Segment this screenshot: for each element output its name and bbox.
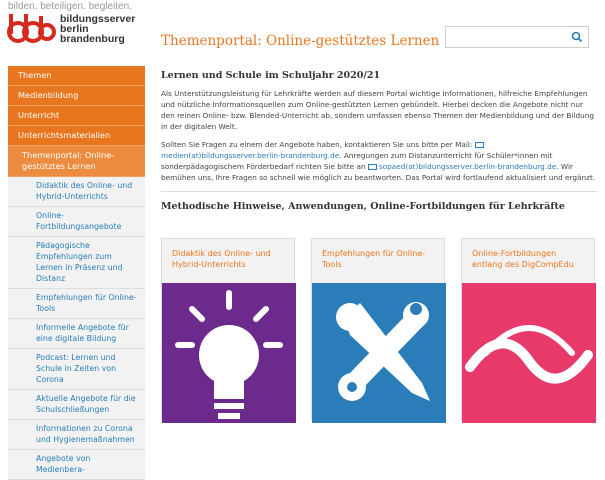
search-input[interactable] <box>445 26 589 48</box>
logo[interactable] <box>8 14 135 48</box>
logo-mark-icon <box>8 14 56 46</box>
sidebar-item-themen[interactable]: Themen <box>8 66 145 86</box>
card-online-tools[interactable] <box>311 238 445 420</box>
sidebar-item-medienbildung[interactable]: Medienbildung <box>8 86 145 106</box>
search-icon[interactable] <box>570 30 584 44</box>
card-grid <box>161 238 601 420</box>
tools-icon <box>312 283 446 423</box>
lightbulb-icon <box>162 283 296 423</box>
sidebar-item-unterricht[interactable]: Unterricht <box>8 106 145 126</box>
sidebar-subitem-podcast[interactable]: Podcast: Lernen und Schule in Zeiten von Corona <box>8 349 145 390</box>
mail-icon <box>368 164 377 170</box>
contact-text-1: Sollten Sie Fragen zu einem der Angebote haben, kontaktieren Sie uns bitte per Mail: <box>161 140 475 149</box>
sidebar-subitem-medienberatung[interactable]: Angebote von Medienbera- <box>8 450 145 480</box>
contact-paragraph <box>161 139 597 183</box>
main-content <box>161 64 597 212</box>
sidebar-subitem-corona[interactable]: Informationen zu Corona und Hygienemaßnahmen <box>8 420 145 450</box>
logo-line-3: brandenburg <box>60 33 125 45</box>
sidebar-item-unterrichtsmaterialien[interactable]: Unterrichtsmaterialien <box>8 126 145 146</box>
sidebar-subitem-didaktik[interactable]: Didaktik des Online- und Hybrid-Unterrichts <box>8 177 145 207</box>
sidebar-subitem-informelle-angebote[interactable]: Informelle Angebote für eine digitale Bildung <box>8 319 145 349</box>
mail-icon <box>475 142 484 148</box>
contact-text-2: . Anregungen zum Distanzunterricht für Schüler*innen mit sonderpädagogischem Förderbedarf richten Sie bitte an <box>161 151 553 171</box>
card-digcompedu[interactable] <box>461 238 595 420</box>
sidebar-item-themenportal[interactable]: Themenportal: Online-gestütztes Lernen <box>8 146 145 177</box>
email-link-sopaed-text: sopaed(at)bildungsserver.berlin-brandenburg.de <box>378 162 557 171</box>
card-didaktik[interactable] <box>161 238 295 420</box>
email-link-medien-text: medien(at)bildungsserver.berlin-brandenburg.de <box>161 151 340 160</box>
sidebar-subitem-empfehlungen-praesenz[interactable]: Pädagogische Empfehlungen zum Lernen in Präsenz und Distanz <box>8 237 145 289</box>
divider <box>161 191 597 192</box>
page-title: Themenportal: Online-gestütztes Lernen <box>161 33 440 49</box>
sidebar-subitem-fortbildung[interactable]: Online-Fortbildungsangebote <box>8 207 145 237</box>
logo-line-1: bildungsserver <box>60 13 136 25</box>
tagline: bilden. beteiligen. begleiten. <box>8 1 132 12</box>
section-heading: Methodische Hinweise, Anwendungen, Online-Fortbildungen für Lehrkräfte <box>161 201 565 212</box>
sidebar <box>8 66 145 480</box>
email-link-sopaed[interactable] <box>368 162 556 171</box>
card-title: Didaktik des Online- und Hybrid-Unterrichts <box>172 249 271 269</box>
intro-heading: Lernen und Schule im Schuljahr 2020/21 <box>161 70 381 81</box>
logo-line-2: berlin <box>60 23 89 35</box>
card-title: Online-Fortbildungen entlang des DigCompEdu <box>472 249 574 269</box>
sidebar-subitem-online-tools[interactable]: Empfehlungen für Online-Tools <box>8 289 145 319</box>
wave-icon <box>462 283 596 423</box>
card-title: Empfehlungen für Online-Tools <box>322 249 426 269</box>
sidebar-subitem-schulschliessungen[interactable]: Aktuelle Angebote für die Schulschließungen <box>8 390 145 420</box>
contact-text-3: . Wir bemühen uns, Ihre Fragen so schnell wie möglich zu beantworten. Das Portal wird fortlaufend aktualisiert und ergänzt. <box>161 162 596 182</box>
intro-paragraph: Als Unterstützungsleistung für Lehrkräfte werden auf diesem Portal wichtige Informationen, hilfreiche Empfehlungen und nützliche Informationsquellen zum Online-gestützten Lernen gebündelt. Hierbei decken die Angebote nicht nur den reinen Online- bzw. Blended-Unterricht ab, sondern umfassen ebenso Themen der Medienbildung und der Bildung in der digitalen Welt. <box>161 89 594 131</box>
